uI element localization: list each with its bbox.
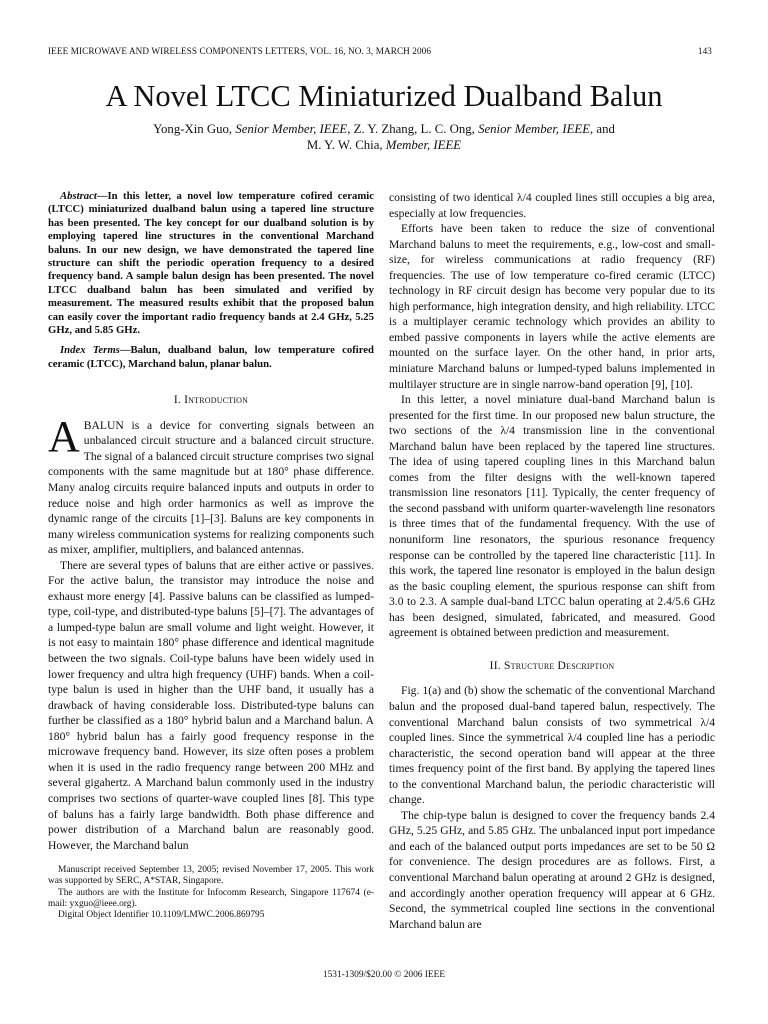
footnote-manuscript: Manuscript received September 13, 2005; revised November 17, 2005. This work was supported by SERC, A*STAR, Singapore.	[48, 865, 374, 887]
section-heading-structure: II. Structure Description	[489, 658, 615, 672]
right-paragraph-2: Efforts have been taken to reduce the size of conventional Marchand baluns to meet the requirements, e.g., low-cost and small-size, for wireless communications at radio frequency (RF) frequencies. The use of low temperature co-fired ceramic (LTCC) technology in RF circuit design has become very popular due to its high performance, high integration density, and high reliability. LTCC is a multiplayer ceramic technology which provides an ability to embed passive components in layers while the active elements are mounted on the surface layer. On the other hand, in prior arts, miniature Marchand baluns or lumped-typed baluns implemented in multilayer structure are in single narrow-band operation [9], [10].	[389, 222, 715, 391]
copyright-footer: 1531-1309/$20.00 © 2006 IEEE	[322, 970, 446, 980]
author-line-1	[60, 121, 708, 137]
journal-name: IEEE MICROWAVE AND WIRELESS COMPONENTS LETTERS, VOL. 16, NO. 3, MARCH 2006	[48, 46, 432, 56]
page-number: 143	[697, 46, 712, 56]
author-membership: Senior Member, IEEE	[478, 122, 591, 136]
footnote-doi: Digital Object Identifier 10.1109/LMWC.2006.869795	[58, 910, 265, 921]
index-terms	[48, 344, 374, 371]
paper-title: A Novel LTCC Miniaturized Dualband Balun	[105, 79, 663, 113]
author-name: M. Y. W. Chia,	[306, 138, 386, 152]
author-membership: Member, IEEE	[385, 138, 462, 152]
drop-cap: A	[48, 411, 80, 461]
author-conjunction: , and	[590, 122, 615, 136]
left-column	[48, 190, 374, 922]
section-heading-introduction: I. Introduction	[173, 393, 249, 407]
intro-paragraph-1	[48, 411, 374, 558]
author-membership: Senior Member, IEEE	[235, 122, 348, 136]
structure-paragraph-1: Fig. 1(a) and (b) show the schematic of the conventional Marchand balun and the proposed dual-band tapered balun, respectively. The conventional Marchand balun consists of two symmetrical λ/4 coupled lines. Since the symmetrical λ/4 coupled line has a periodic characteristic, the second operation band will appear at the three times frequency point of the first band. By applying the tapered lines to the conventional Marchand balun, the periodic characteristic will change.	[389, 684, 715, 807]
right-paragraph-1: consisting of two identical λ/4 coupled lines still occupies a big area, especially at low frequencies.	[389, 191, 715, 220]
paragraph-text: BALUN is a device for converting signals between an unbalanced circuit structure and a balanced circuit structure. The signal of a balanced circuit structure comprises two signal components with the same magnitude but at 180° phase difference. Many analog circuits require balanced inputs and outputs in order to reduce noise and high order harmonics as well as improve the dynamic range of the circuits [1]–[3]. Baluns are key components in many wireless communication systems for realizing components such as mixer, amplifier, multipliers, and balanced antennas.	[48, 418, 374, 557]
footnote-affiliation: The authors are with the Institute for Infocomm Research, Singapore 117674 (e-mail: yxguo@ieee.org).	[48, 887, 374, 910]
structure-paragraph-2: The chip-type balun is designed to cover the frequency bands 2.4 GHz, 5.25 GHz, and 5.85 GHz. The unbalanced input port impedance and each of the balanced output ports impedances are set to be 50 Ω for convenience. The design procedures are as follows. First, a conventional Marchand balun operating at around 2 GHz is designed, and accordingly another operation frequency will appear at 6 GHz. Second, the symmetrical coupled line sections in the conventional Marchand balun are	[389, 808, 715, 931]
abstract-label: Abstract	[60, 190, 97, 202]
author-name: Yong-Xin Guo,	[153, 122, 236, 136]
right-column	[389, 190, 715, 932]
right-paragraph-3: In this letter, a novel miniature dual-band Marchand balun is presented for the first time. In our proposed new balun structure, the two sections of the λ/4 transmission line in the conventional Marchand balun have been replaced by the tapered line structures. The idea of using tapered coupling lines in this Marchand balun comes from the filter designs with the well-known tapered transmission line resonators [11]. Typically, the center frequency of the second passband with uniform quarter-wavelength line resonators is three times that of the fundamental frequency. With the use of nonuniform line resonators, the spurious resonance frequency response can be controlled by the tapered line characteristic [11]. In this work, the tapered line resonator is employed in the balun design as the basic coupling element, the spurious response can shift from 3.0 to 2.3. A sample dual-band LTCC balun operating at 2.4/5.6 GHz has been designed, simulated, fabricated, and measured. Good agreement is obtained between prediction and measurement.	[389, 393, 715, 640]
intro-paragraph-2: There are several types of baluns that are either active or passives. For the active balun, the transistor may introduce the noise and exhaust more energy [4]. Passive baluns can be classified as lumped-type, coil-type, and distributed-type baluns [5]–[7]. The advantages of a lumped-type balun are small volume and light weight. However, it is not easy to maintain 180° phase difference and identical magnitude between the two signals. Coil-type baluns have been widely used in lower frequency and ultra high frequency (UHF) bands. When a coil-type balun is used in higher than the UHF band, it usually has a drawback of having considerable loss. Distributed-type baluns can further be classified as a 180° hybrid balun and a Marchand balun. A 180° hybrid balun has a fairly good frequency response in the microwave frequency band. However, its size often poses a problem when it is used in the radio frequency range between 200 MHz and several gigahertz. A Marchand balun commonly used in the industry comprises two sections of quarter-wave coupled lines [8]. This type of baluns has a fairly large bandwidth. Both phase difference and power distribution of a Marchand balun are reasonably good. However, the Marchand balun	[48, 558, 374, 852]
footnote-separator	[48, 853, 374, 865]
abstract-text: —In this letter, a novel low temperature cofired ceramic (LTCC) miniaturized dualband balun using a tapered line structure has been presented. The key concept for our dualband solution is by employing tapered line structures in the conventional Marchand baluns. In our new design, we have demonstrated the tapered line structure can shift the periodic operation frequency to a desired frequency band. A sample balun design has been presented. The novel LTCC dualband balun has been simulated and verified by measurement. The measured results exhibit that the proposed balun can easily cover the important radio frequency bands at 2.4 GHz, 5.25 GHz, and 5.85 GHz.	[48, 190, 374, 337]
author-line-2	[60, 137, 708, 153]
abstract	[48, 190, 374, 337]
author-name: , Z. Y. Zhang, L. C. Ong,	[347, 122, 479, 136]
index-terms-text: —Balun, dualband balun, low temperature cofired ceramic (LTCC), Marchand balun, planar balun.	[48, 344, 374, 370]
running-head	[48, 46, 712, 56]
index-terms-label: Index Terms	[60, 344, 120, 357]
author-list	[60, 121, 708, 153]
